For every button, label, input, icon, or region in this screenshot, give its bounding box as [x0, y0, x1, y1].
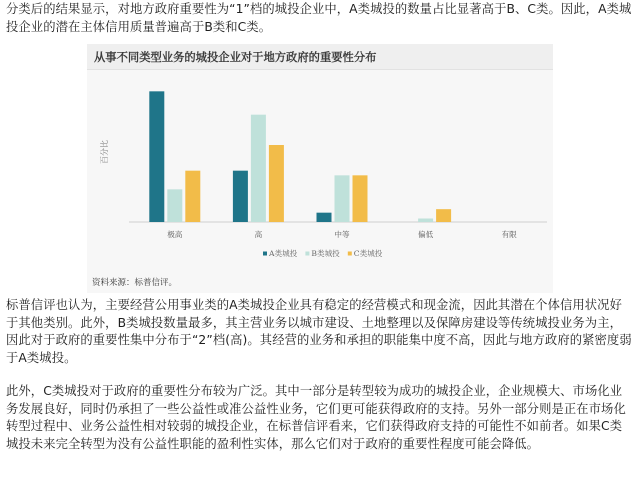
chart-source-note: 资料来源：标普信评。 [92, 278, 178, 288]
legend-swatch [348, 252, 352, 256]
x-tick-label: 中等 [334, 230, 350, 239]
bar-B类城投-偏低 [418, 219, 433, 223]
bar-C类城投-高 [269, 145, 284, 222]
bar-C类城投-极高 [185, 171, 200, 222]
legend-label: C类城投 [353, 248, 383, 258]
bar-B类城投-高 [251, 115, 266, 222]
bar-B类城投-中等 [335, 175, 350, 222]
x-tick-label: 极高 [167, 230, 183, 239]
analysis-paragraph: 标普信评也认为，主要经营公用事业类的A类城投企业具有稳定的经营模式和现金流，因此其潜在个体信用状况好于其他类别。此外，B类城投数量最多，其主营业务以城市建设、土地整理以及保障房建设等传统城投业务为主，因此对于政府的重要性集中分布于“2”档(高)。其经营的业务和承担的职能集中度不高，因此与地方政府的紧密度弱于A类城投。 [6, 298, 632, 365]
chart-title: 从事不同类型业务的城投企业对于地方政府的重要性分布 [94, 51, 377, 64]
bar-B类城投-极高 [167, 189, 182, 222]
conclusion-paragraph: 此外，C类城投对于政府的重要性分布较为广泛。其中一部分是转型较为成功的城投企业，企业规模大、市场化业务发展良好，同时仍承担了一些公益性或准公益性业务，它们更可能获得政府的支持。另外一部分则是正在市场化转型过程中、业务公益性相对较弱的城投企业，在标普信评看来，它们获得政府支持的可能性不如前者。如果C类城投未来完全转型为没有公益性职能的盈利性实体，那么它们对于政府的重要性程度可能会降低。 [6, 384, 626, 451]
x-tick-label: 有限 [501, 230, 517, 239]
legend-swatch [305, 252, 309, 256]
legend-label: A类城投 [269, 248, 298, 258]
bar-A类城投-高 [233, 171, 248, 222]
bar-C类城投-偏低 [436, 209, 451, 222]
x-tick-label: 偏低 [418, 230, 434, 239]
intro-paragraph: 分类后的结果显示，对地方政府重要性为“1”档的城投企业中，A类城投的数量占比显著高于B、C类。因此，A类城投企业的潜在主体信用质量普遍高于B类和C类。 [6, 2, 632, 34]
bar-A类城投-极高 [149, 91, 164, 222]
bar-C类城投-中等 [353, 175, 368, 222]
x-tick-label: 高 [254, 230, 263, 239]
bar-chart [87, 44, 553, 293]
chart-figure [87, 44, 553, 293]
legend-label: B类城投 [311, 248, 340, 258]
bar-A类城投-中等 [317, 213, 332, 222]
y-axis-title: 百分比 [100, 140, 109, 164]
legend-swatch [263, 252, 267, 256]
